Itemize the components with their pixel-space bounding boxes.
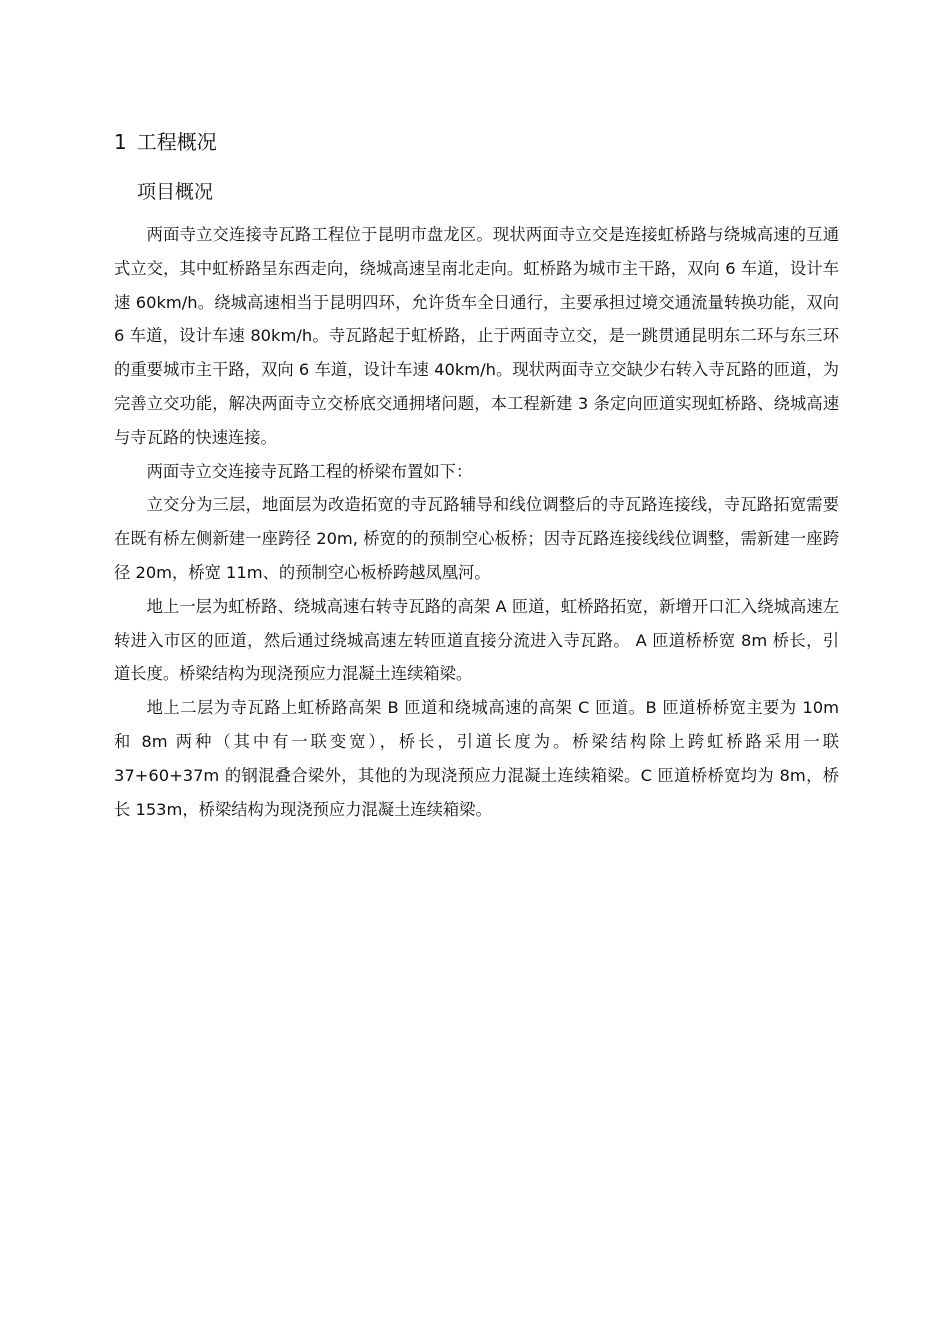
subsection-heading: 项目概况: [137, 181, 214, 203]
paragraph: 地上一层为虹桥路、绕城高速右转寺瓦路的高架 A 匝道，虹桥路拓宽，新增开口汇入绕城高速左转进入市区的匝道，然后通过绕城高速左转匝道直接分流进入寺瓦路。 A 匝道桥桥宽 8m 桥长，引道长度。桥梁结构为现浇预应力混凝土连续箱梁。: [114, 596, 839, 684]
paragraph: 地上二层为寺瓦路上虹桥路高架 B 匝道和绕城高速的高架 C 匝道。B 匝道桥桥宽主要为 10m 和 8m 两种（其中有一联变宽），桥长，引道长度为。桥梁结构除上跨虹桥路采用一联 37+60+37m 的钢混叠合梁外，其他的为现浇预应力混凝土连续箱梁。C 匝道桥桥宽均为 8m，桥长 153m，桥梁结构为现浇预应力混凝土连续箱梁。: [114, 698, 839, 819]
body-text: [114, 218, 839, 826]
section-heading: [114, 128, 217, 156]
paragraph: 两面寺立交连接寺瓦路工程的桥梁布置如下：: [146, 461, 473, 481]
paragraph: 立交分为三层，地面层为改造拓宽的寺瓦路辅导和线位调整后的寺瓦路连接线，寺瓦路拓宽需要在既有桥左侧新建一座跨径 20m, 桥宽的的预制空心板桥；因寺瓦路连接线线位调整，需新建一座跨径 20m，桥宽 11m、的预制空心板桥跨越凤凰河。: [114, 495, 839, 582]
section-title: 工程概况: [136, 130, 217, 154]
section-number: 1: [114, 130, 127, 154]
paragraph: 两面寺立交连接寺瓦路工程位于昆明市盘龙区。现状两面寺立交是连接虹桥路与绕城高速的互通式立交，其中虹桥路呈东西走向，绕城高速呈南北走向。虹桥路为城市主干路，双向 6 车道，设计车速 60km/h。绕城高速相当于昆明四环，允许货车全日通行，主要承担过境交通流量转换功能，双向 6 车道，设计车速 80km/h。寺瓦路起于虹桥路，止于两面寺立交，是一跳贯通昆明东二环与东三环的重要城市主干路，双向 6 车道，设计车速 40km/h。现状两面寺立交缺少右转入寺瓦路的匝道，为完善立交功能，解决两面寺立交桥底交通拥堵问题，本工程新建 3 条定向匝道实现虹桥路、绕城高速与寺瓦路的快速连接。: [114, 225, 839, 447]
